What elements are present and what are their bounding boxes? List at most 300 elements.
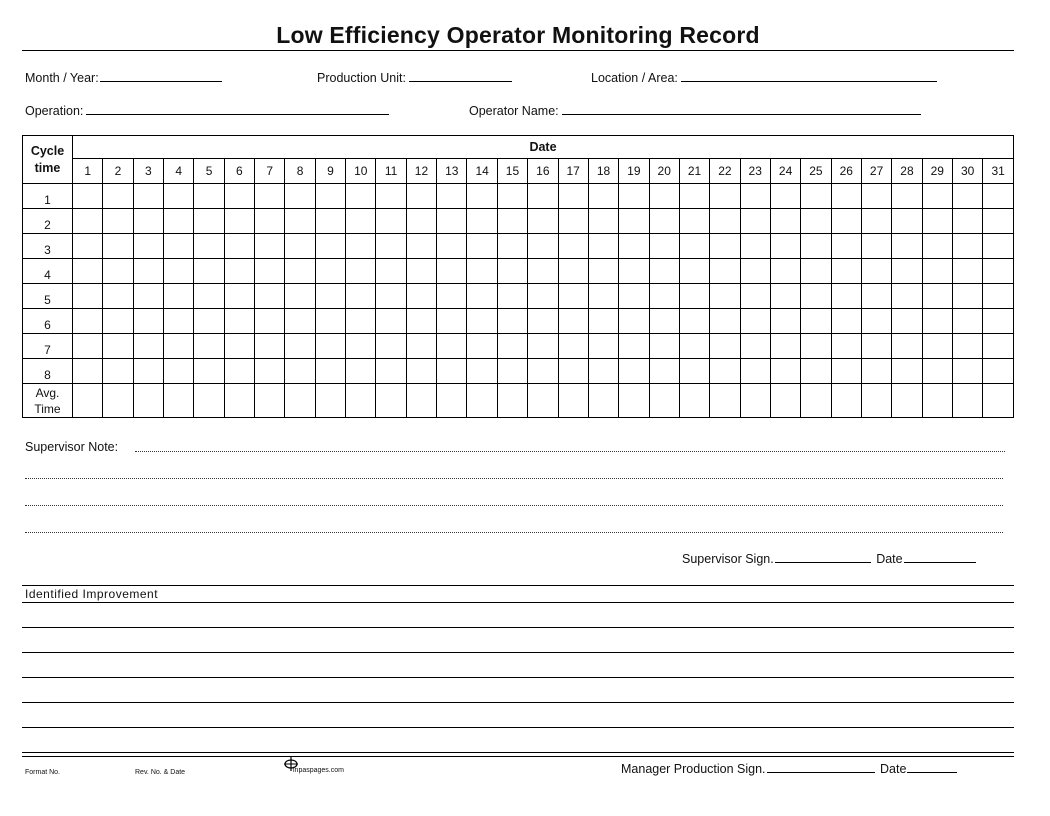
entry-cell[interactable] (376, 334, 406, 359)
avg-cell[interactable] (194, 384, 224, 418)
entry-cell[interactable] (497, 334, 527, 359)
entry-cell[interactable] (437, 209, 467, 234)
entry-cell[interactable] (103, 184, 133, 209)
entry-cell[interactable] (558, 209, 588, 234)
entry-cell[interactable] (315, 209, 345, 234)
entry-cell[interactable] (679, 334, 709, 359)
entry-cell[interactable] (255, 309, 285, 334)
entry-cell[interactable] (952, 309, 982, 334)
entry-cell[interactable] (740, 234, 770, 259)
entry-cell[interactable] (892, 259, 922, 284)
entry-cell[interactable] (376, 259, 406, 284)
entry-cell[interactable] (467, 284, 497, 309)
entry-cell[interactable] (103, 334, 133, 359)
avg-cell[interactable] (376, 384, 406, 418)
entry-cell[interactable] (285, 259, 315, 284)
entry-cell[interactable] (679, 359, 709, 384)
entry-cell[interactable] (861, 184, 891, 209)
manager-sign-blank[interactable] (767, 761, 875, 773)
entry-cell[interactable] (437, 309, 467, 334)
entry-cell[interactable] (285, 309, 315, 334)
entry-cell[interactable] (528, 209, 558, 234)
entry-cell[interactable] (801, 234, 831, 259)
entry-cell[interactable] (952, 259, 982, 284)
entry-cell[interactable] (710, 184, 740, 209)
entry-cell[interactable] (346, 284, 376, 309)
entry-cell[interactable] (528, 309, 558, 334)
entry-cell[interactable] (558, 259, 588, 284)
entry-cell[interactable] (346, 184, 376, 209)
entry-cell[interactable] (831, 359, 861, 384)
entry-cell[interactable] (892, 234, 922, 259)
entry-cell[interactable] (376, 309, 406, 334)
entry-cell[interactable] (770, 359, 800, 384)
entry-cell[interactable] (194, 209, 224, 234)
avg-cell[interactable] (437, 384, 467, 418)
entry-cell[interactable] (558, 309, 588, 334)
entry-cell[interactable] (528, 184, 558, 209)
location-area-field[interactable] (591, 70, 937, 85)
avg-cell[interactable] (558, 384, 588, 418)
supervisor-sign-blank[interactable] (775, 551, 871, 563)
supervisor-date-blank[interactable] (904, 551, 976, 563)
entry-cell[interactable] (164, 209, 194, 234)
avg-cell[interactable] (588, 384, 618, 418)
entry-cell[interactable] (861, 334, 891, 359)
entry-cell[interactable] (558, 234, 588, 259)
supervisor-sign-field[interactable] (682, 551, 976, 566)
entry-cell[interactable] (467, 184, 497, 209)
entry-cell[interactable] (861, 209, 891, 234)
entry-cell[interactable] (103, 209, 133, 234)
entry-cell[interactable] (952, 209, 982, 234)
entry-cell[interactable] (73, 284, 103, 309)
entry-cell[interactable] (588, 284, 618, 309)
entry-cell[interactable] (892, 284, 922, 309)
entry-cell[interactable] (740, 259, 770, 284)
entry-cell[interactable] (315, 359, 345, 384)
entry-cell[interactable] (831, 334, 861, 359)
entry-cell[interactable] (133, 309, 163, 334)
avg-cell[interactable] (346, 384, 376, 418)
entry-cell[interactable] (679, 259, 709, 284)
entry-cell[interactable] (133, 184, 163, 209)
entry-cell[interactable] (255, 259, 285, 284)
entry-cell[interactable] (740, 184, 770, 209)
avg-cell[interactable] (710, 384, 740, 418)
entry-cell[interactable] (224, 184, 254, 209)
entry-cell[interactable] (740, 359, 770, 384)
entry-cell[interactable] (224, 284, 254, 309)
entry-cell[interactable] (922, 209, 952, 234)
entry-cell[interactable] (588, 209, 618, 234)
entry-cell[interactable] (315, 334, 345, 359)
entry-cell[interactable] (73, 359, 103, 384)
avg-cell[interactable] (801, 384, 831, 418)
production-unit-field[interactable] (317, 70, 512, 85)
manager-date-blank[interactable] (907, 761, 957, 773)
entry-cell[interactable] (285, 184, 315, 209)
avg-cell[interactable] (224, 384, 254, 418)
avg-cell[interactable] (649, 384, 679, 418)
entry-cell[interactable] (861, 234, 891, 259)
entry-cell[interactable] (346, 259, 376, 284)
entry-cell[interactable] (558, 359, 588, 384)
entry-cell[interactable] (952, 234, 982, 259)
operator-name-field[interactable] (469, 103, 921, 118)
entry-cell[interactable] (133, 259, 163, 284)
avg-cell[interactable] (315, 384, 345, 418)
entry-cell[interactable] (983, 259, 1014, 284)
entry-cell[interactable] (619, 284, 649, 309)
entry-cell[interactable] (406, 309, 436, 334)
entry-cell[interactable] (770, 209, 800, 234)
avg-cell[interactable] (406, 384, 436, 418)
avg-cell[interactable] (73, 384, 103, 418)
entry-cell[interactable] (649, 259, 679, 284)
entry-cell[interactable] (497, 259, 527, 284)
improvement-line[interactable] (22, 677, 1014, 678)
manager-sign-field[interactable] (621, 761, 957, 776)
entry-cell[interactable] (103, 309, 133, 334)
entry-cell[interactable] (224, 234, 254, 259)
entry-cell[interactable] (558, 284, 588, 309)
avg-cell[interactable] (285, 384, 315, 418)
entry-cell[interactable] (710, 334, 740, 359)
entry-cell[interactable] (315, 234, 345, 259)
entry-cell[interactable] (619, 234, 649, 259)
avg-cell[interactable] (133, 384, 163, 418)
entry-cell[interactable] (831, 309, 861, 334)
avg-cell[interactable] (831, 384, 861, 418)
entry-cell[interactable] (983, 184, 1014, 209)
entry-cell[interactable] (740, 284, 770, 309)
entry-cell[interactable] (801, 259, 831, 284)
improvement-line[interactable] (22, 727, 1014, 728)
entry-cell[interactable] (224, 359, 254, 384)
entry-cell[interactable] (103, 284, 133, 309)
entry-cell[interactable] (861, 359, 891, 384)
entry-cell[interactable] (194, 234, 224, 259)
avg-cell[interactable] (497, 384, 527, 418)
entry-cell[interactable] (983, 334, 1014, 359)
entry-cell[interactable] (649, 309, 679, 334)
entry-cell[interactable] (285, 359, 315, 384)
entry-cell[interactable] (376, 209, 406, 234)
note-line[interactable] (25, 478, 1003, 479)
entry-cell[interactable] (346, 359, 376, 384)
entry-cell[interactable] (497, 184, 527, 209)
entry-cell[interactable] (831, 284, 861, 309)
entry-cell[interactable] (224, 309, 254, 334)
entry-cell[interactable] (892, 209, 922, 234)
entry-cell[interactable] (710, 284, 740, 309)
entry-cell[interactable] (619, 359, 649, 384)
entry-cell[interactable] (103, 234, 133, 259)
entry-cell[interactable] (801, 209, 831, 234)
entry-cell[interactable] (406, 359, 436, 384)
entry-cell[interactable] (952, 284, 982, 309)
entry-cell[interactable] (224, 259, 254, 284)
entry-cell[interactable] (861, 309, 891, 334)
improvement-line[interactable] (22, 702, 1014, 703)
entry-cell[interactable] (73, 209, 103, 234)
entry-cell[interactable] (224, 334, 254, 359)
entry-cell[interactable] (649, 284, 679, 309)
entry-cell[interactable] (679, 184, 709, 209)
entry-cell[interactable] (164, 309, 194, 334)
entry-cell[interactable] (376, 234, 406, 259)
entry-cell[interactable] (164, 259, 194, 284)
entry-cell[interactable] (649, 184, 679, 209)
avg-cell[interactable] (103, 384, 133, 418)
entry-cell[interactable] (194, 359, 224, 384)
entry-cell[interactable] (285, 209, 315, 234)
note-line[interactable] (25, 532, 1003, 533)
entry-cell[interactable] (406, 284, 436, 309)
entry-cell[interactable] (315, 259, 345, 284)
entry-cell[interactable] (740, 309, 770, 334)
entry-cell[interactable] (770, 334, 800, 359)
entry-cell[interactable] (497, 209, 527, 234)
note-line[interactable] (25, 505, 1003, 506)
entry-cell[interactable] (497, 284, 527, 309)
entry-cell[interactable] (285, 234, 315, 259)
entry-cell[interactable] (133, 209, 163, 234)
entry-cell[interactable] (467, 234, 497, 259)
entry-cell[interactable] (983, 309, 1014, 334)
entry-cell[interactable] (710, 259, 740, 284)
entry-cell[interactable] (164, 184, 194, 209)
operation-field[interactable] (25, 103, 389, 118)
entry-cell[interactable] (406, 234, 436, 259)
entry-cell[interactable] (376, 359, 406, 384)
entry-cell[interactable] (406, 259, 436, 284)
entry-cell[interactable] (103, 259, 133, 284)
entry-cell[interactable] (73, 259, 103, 284)
entry-cell[interactable] (679, 209, 709, 234)
entry-cell[interactable] (558, 184, 588, 209)
entry-cell[interactable] (710, 309, 740, 334)
entry-cell[interactable] (588, 259, 618, 284)
production-unit-blank[interactable] (409, 70, 512, 82)
note-line[interactable] (135, 451, 1005, 452)
entry-cell[interactable] (588, 334, 618, 359)
avg-cell[interactable] (255, 384, 285, 418)
entry-cell[interactable] (831, 259, 861, 284)
entry-cell[interactable] (255, 184, 285, 209)
entry-cell[interactable] (437, 259, 467, 284)
entry-cell[interactable] (467, 334, 497, 359)
entry-cell[interactable] (558, 334, 588, 359)
entry-cell[interactable] (406, 334, 436, 359)
entry-cell[interactable] (73, 309, 103, 334)
entry-cell[interactable] (437, 184, 467, 209)
entry-cell[interactable] (497, 309, 527, 334)
entry-cell[interactable] (861, 284, 891, 309)
entry-cell[interactable] (892, 359, 922, 384)
entry-cell[interactable] (164, 359, 194, 384)
entry-cell[interactable] (619, 309, 649, 334)
entry-cell[interactable] (952, 359, 982, 384)
entry-cell[interactable] (255, 234, 285, 259)
entry-cell[interactable] (194, 309, 224, 334)
entry-cell[interactable] (922, 284, 952, 309)
entry-cell[interactable] (194, 259, 224, 284)
entry-cell[interactable] (770, 234, 800, 259)
entry-cell[interactable] (73, 234, 103, 259)
entry-cell[interactable] (801, 359, 831, 384)
avg-cell[interactable] (770, 384, 800, 418)
avg-cell[interactable] (164, 384, 194, 418)
avg-cell[interactable] (892, 384, 922, 418)
entry-cell[interactable] (679, 234, 709, 259)
location-area-blank[interactable] (681, 70, 937, 82)
avg-cell[interactable] (467, 384, 497, 418)
entry-cell[interactable] (983, 359, 1014, 384)
entry-cell[interactable] (770, 184, 800, 209)
month-year-blank[interactable] (100, 70, 222, 82)
entry-cell[interactable] (588, 184, 618, 209)
entry-cell[interactable] (255, 284, 285, 309)
entry-cell[interactable] (983, 234, 1014, 259)
improvement-line[interactable] (22, 602, 1014, 603)
entry-cell[interactable] (619, 184, 649, 209)
entry-cell[interactable] (619, 334, 649, 359)
entry-cell[interactable] (103, 359, 133, 384)
entry-cell[interactable] (679, 309, 709, 334)
entry-cell[interactable] (619, 209, 649, 234)
entry-cell[interactable] (437, 334, 467, 359)
entry-cell[interactable] (588, 234, 618, 259)
entry-cell[interactable] (922, 234, 952, 259)
entry-cell[interactable] (770, 259, 800, 284)
entry-cell[interactable] (194, 334, 224, 359)
entry-cell[interactable] (194, 184, 224, 209)
entry-cell[interactable] (922, 259, 952, 284)
entry-cell[interactable] (467, 209, 497, 234)
entry-cell[interactable] (255, 209, 285, 234)
entry-cell[interactable] (406, 184, 436, 209)
entry-cell[interactable] (770, 309, 800, 334)
entry-cell[interactable] (467, 359, 497, 384)
entry-cell[interactable] (376, 284, 406, 309)
entry-cell[interactable] (133, 234, 163, 259)
entry-cell[interactable] (649, 234, 679, 259)
entry-cell[interactable] (73, 184, 103, 209)
entry-cell[interactable] (315, 309, 345, 334)
avg-cell[interactable] (861, 384, 891, 418)
entry-cell[interactable] (528, 284, 558, 309)
entry-cell[interactable] (255, 334, 285, 359)
entry-cell[interactable] (831, 184, 861, 209)
entry-cell[interactable] (406, 209, 436, 234)
entry-cell[interactable] (983, 209, 1014, 234)
entry-cell[interactable] (922, 309, 952, 334)
avg-cell[interactable] (922, 384, 952, 418)
entry-cell[interactable] (710, 359, 740, 384)
entry-cell[interactable] (133, 334, 163, 359)
entry-cell[interactable] (285, 334, 315, 359)
entry-cell[interactable] (588, 359, 618, 384)
entry-cell[interactable] (497, 234, 527, 259)
entry-cell[interactable] (740, 209, 770, 234)
entry-cell[interactable] (952, 334, 982, 359)
entry-cell[interactable] (831, 234, 861, 259)
avg-cell[interactable] (679, 384, 709, 418)
entry-cell[interactable] (922, 184, 952, 209)
entry-cell[interactable] (437, 359, 467, 384)
entry-cell[interactable] (133, 359, 163, 384)
entry-cell[interactable] (346, 234, 376, 259)
entry-cell[interactable] (528, 359, 558, 384)
entry-cell[interactable] (892, 334, 922, 359)
entry-cell[interactable] (770, 284, 800, 309)
entry-cell[interactable] (437, 234, 467, 259)
entry-cell[interactable] (892, 309, 922, 334)
entry-cell[interactable] (740, 334, 770, 359)
entry-cell[interactable] (164, 334, 194, 359)
entry-cell[interactable] (376, 184, 406, 209)
improvement-line[interactable] (22, 652, 1014, 653)
entry-cell[interactable] (224, 209, 254, 234)
entry-cell[interactable] (346, 209, 376, 234)
entry-cell[interactable] (588, 309, 618, 334)
entry-cell[interactable] (255, 359, 285, 384)
entry-cell[interactable] (801, 284, 831, 309)
entry-cell[interactable] (861, 259, 891, 284)
entry-cell[interactable] (619, 259, 649, 284)
entry-cell[interactable] (497, 359, 527, 384)
entry-cell[interactable] (710, 234, 740, 259)
entry-cell[interactable] (467, 259, 497, 284)
entry-cell[interactable] (73, 334, 103, 359)
operation-blank[interactable] (86, 103, 389, 115)
entry-cell[interactable] (437, 284, 467, 309)
entry-cell[interactable] (649, 334, 679, 359)
entry-cell[interactable] (983, 284, 1014, 309)
entry-cell[interactable] (467, 309, 497, 334)
entry-cell[interactable] (164, 284, 194, 309)
month-year-field[interactable] (25, 70, 222, 85)
entry-cell[interactable] (346, 334, 376, 359)
avg-cell[interactable] (528, 384, 558, 418)
entry-cell[interactable] (892, 184, 922, 209)
entry-cell[interactable] (649, 209, 679, 234)
entry-cell[interactable] (528, 234, 558, 259)
entry-cell[interactable] (315, 184, 345, 209)
improvement-line[interactable] (22, 627, 1014, 628)
avg-cell[interactable] (740, 384, 770, 418)
entry-cell[interactable] (315, 284, 345, 309)
avg-cell[interactable] (619, 384, 649, 418)
operator-name-blank[interactable] (562, 103, 921, 115)
entry-cell[interactable] (194, 284, 224, 309)
avg-cell[interactable] (983, 384, 1014, 418)
entry-cell[interactable] (831, 209, 861, 234)
entry-cell[interactable] (922, 359, 952, 384)
entry-cell[interactable] (679, 284, 709, 309)
entry-cell[interactable] (346, 309, 376, 334)
entry-cell[interactable] (922, 334, 952, 359)
entry-cell[interactable] (528, 259, 558, 284)
entry-cell[interactable] (710, 209, 740, 234)
entry-cell[interactable] (164, 234, 194, 259)
avg-cell[interactable] (952, 384, 982, 418)
entry-cell[interactable] (952, 184, 982, 209)
entry-cell[interactable] (801, 184, 831, 209)
entry-cell[interactable] (649, 359, 679, 384)
